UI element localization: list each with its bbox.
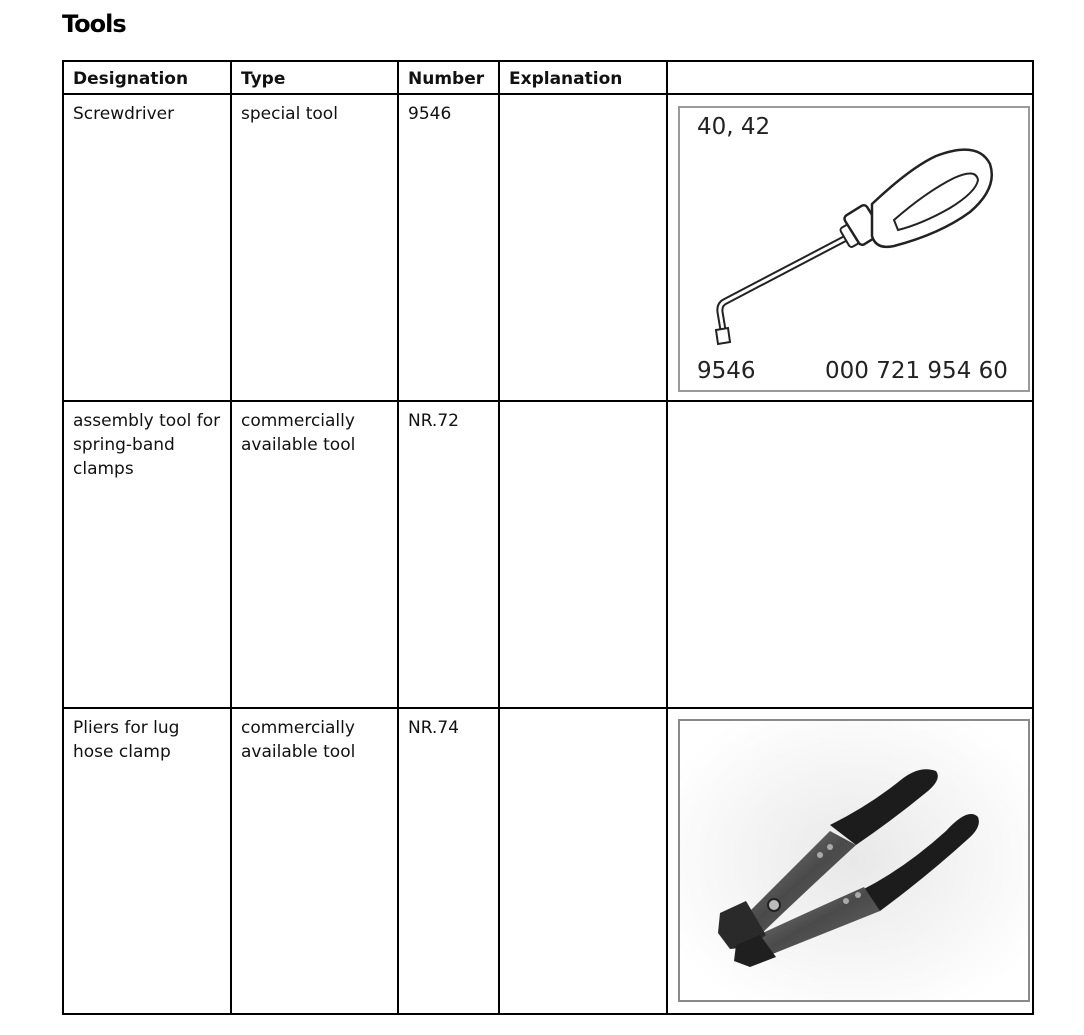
figure-top-label: 40, 42 bbox=[697, 114, 771, 140]
cell-number: 9546 bbox=[398, 94, 499, 401]
cell-number: NR.72 bbox=[398, 401, 499, 708]
cell-type: commercially available tool bbox=[231, 401, 398, 708]
figure-catalog-number-label: 000 721 954 60 bbox=[825, 358, 1008, 384]
hose-clamp-pliers-photo-icon bbox=[680, 721, 1028, 1000]
cell-designation: Screwdriver bbox=[63, 94, 231, 401]
page-title: Tools bbox=[62, 10, 126, 38]
header-type: Type bbox=[231, 61, 398, 94]
cell-illustration bbox=[667, 401, 1033, 708]
table-row bbox=[63, 94, 1033, 401]
cell-number: NR.74 bbox=[398, 708, 499, 1014]
header-number: Number bbox=[398, 61, 499, 94]
header-designation: Designation bbox=[63, 61, 231, 94]
screwdriver-figure bbox=[678, 106, 1030, 392]
header-explanation: Explanation bbox=[499, 61, 667, 94]
table-row bbox=[63, 401, 1033, 708]
screwdriver-illustration-icon bbox=[680, 108, 1028, 390]
cell-type: commercially available tool bbox=[231, 708, 398, 1014]
header-illustration bbox=[667, 61, 1033, 94]
table-header-row bbox=[63, 61, 1033, 94]
cell-explanation bbox=[499, 94, 667, 401]
cell-explanation bbox=[499, 401, 667, 708]
cell-illustration bbox=[667, 708, 1033, 1014]
cell-type: special tool bbox=[231, 94, 398, 401]
pliers-figure bbox=[678, 719, 1030, 1002]
cell-designation: Pliers for lug hose clamp bbox=[63, 708, 231, 1014]
figure-part-number-label: 9546 bbox=[697, 358, 756, 384]
cell-designation: assembly tool for spring-band clamps bbox=[63, 401, 231, 708]
cell-illustration bbox=[667, 94, 1033, 401]
cell-explanation bbox=[499, 708, 667, 1014]
tools-table bbox=[62, 60, 1034, 1015]
table-row bbox=[63, 708, 1033, 1014]
